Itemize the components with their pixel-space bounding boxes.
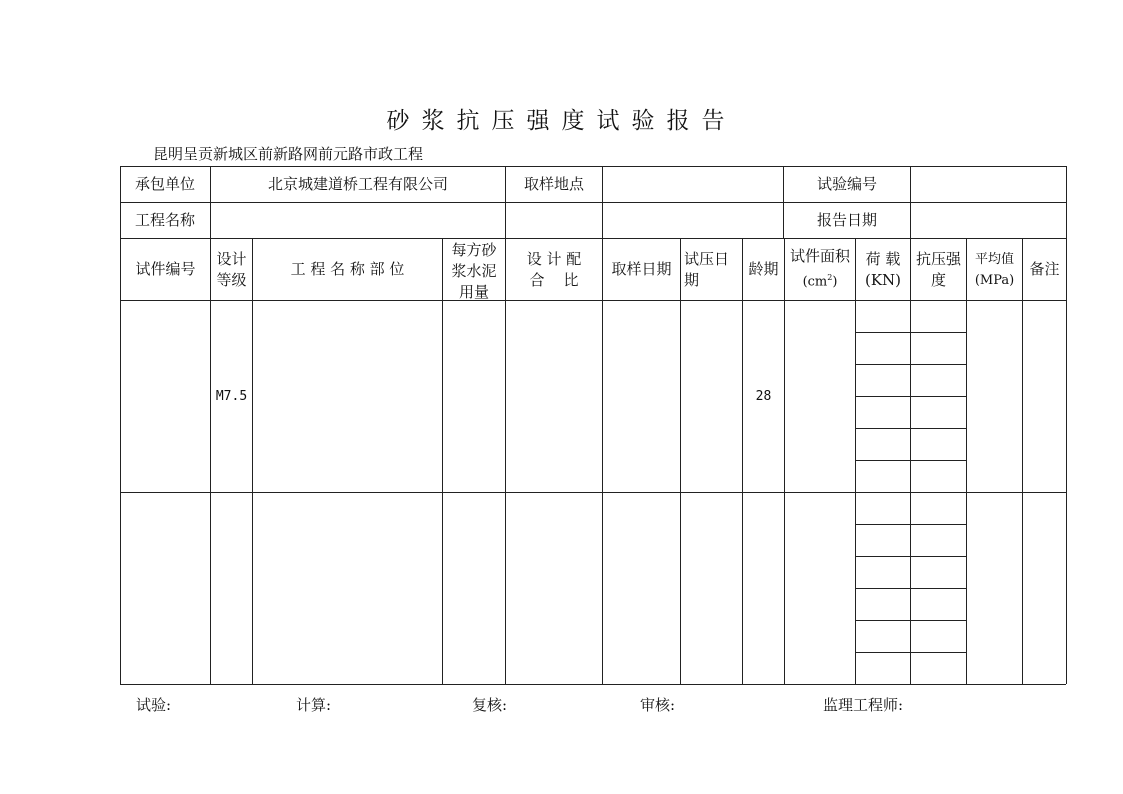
project-name: 昆明呈贡新城区前新路网前元路市政工程	[153, 145, 424, 163]
contractor-value: 北京城建道桥工程有限公司	[267, 175, 448, 193]
col-test-date: 试压日期	[684, 249, 730, 289]
report-title: 砂浆抗压强度试验报告	[386, 108, 737, 134]
contractor-label: 承包单位	[135, 175, 196, 193]
col-strength: 抗压强度	[915, 249, 961, 289]
footer-tester: 试验:	[136, 696, 172, 714]
footer-reviewer: 复核:	[472, 696, 508, 714]
col-average: 平均值(MPa)	[974, 251, 1015, 288]
col-mix-ratio-bottom: 合 比	[529, 270, 579, 289]
row-2-design-grade	[211, 493, 252, 684]
footer-supervisor: 监理工程师:	[823, 696, 904, 714]
col-area: 试件面积 $(cm^2)$	[789, 247, 850, 290]
col-design-grade: 设计等级	[216, 249, 247, 289]
col-sampling-date: 取样日期	[611, 260, 672, 278]
col-cement-per-m3: 每方砂浆水泥用量	[451, 241, 497, 300]
col-mix-ratio-top: 设 计 配	[526, 249, 582, 268]
footer-calculator: 计算:	[296, 696, 332, 714]
col-remarks: 备注	[1029, 260, 1060, 278]
sampling-location-label: 取样地点	[523, 175, 584, 193]
project-label: 工程名称	[135, 211, 196, 229]
col-specimen-no: 试件编号	[135, 260, 196, 278]
col-load: 荷 载(KN)	[864, 249, 902, 289]
col-mix-ratio	[506, 239, 602, 300]
row-1-age: 28	[755, 389, 772, 404]
row-1-design-grade: M7.5	[215, 389, 248, 404]
row-2-age	[743, 493, 784, 684]
footer-auditor: 审核:	[640, 696, 676, 714]
test-number-label: 试验编号	[816, 175, 877, 193]
col-age: 龄期	[748, 260, 779, 278]
report-date-label: 报告日期	[816, 211, 877, 229]
col-area-sup: 2	[827, 273, 833, 283]
col-part-name: 工 程 名 称 部 位	[290, 260, 405, 278]
